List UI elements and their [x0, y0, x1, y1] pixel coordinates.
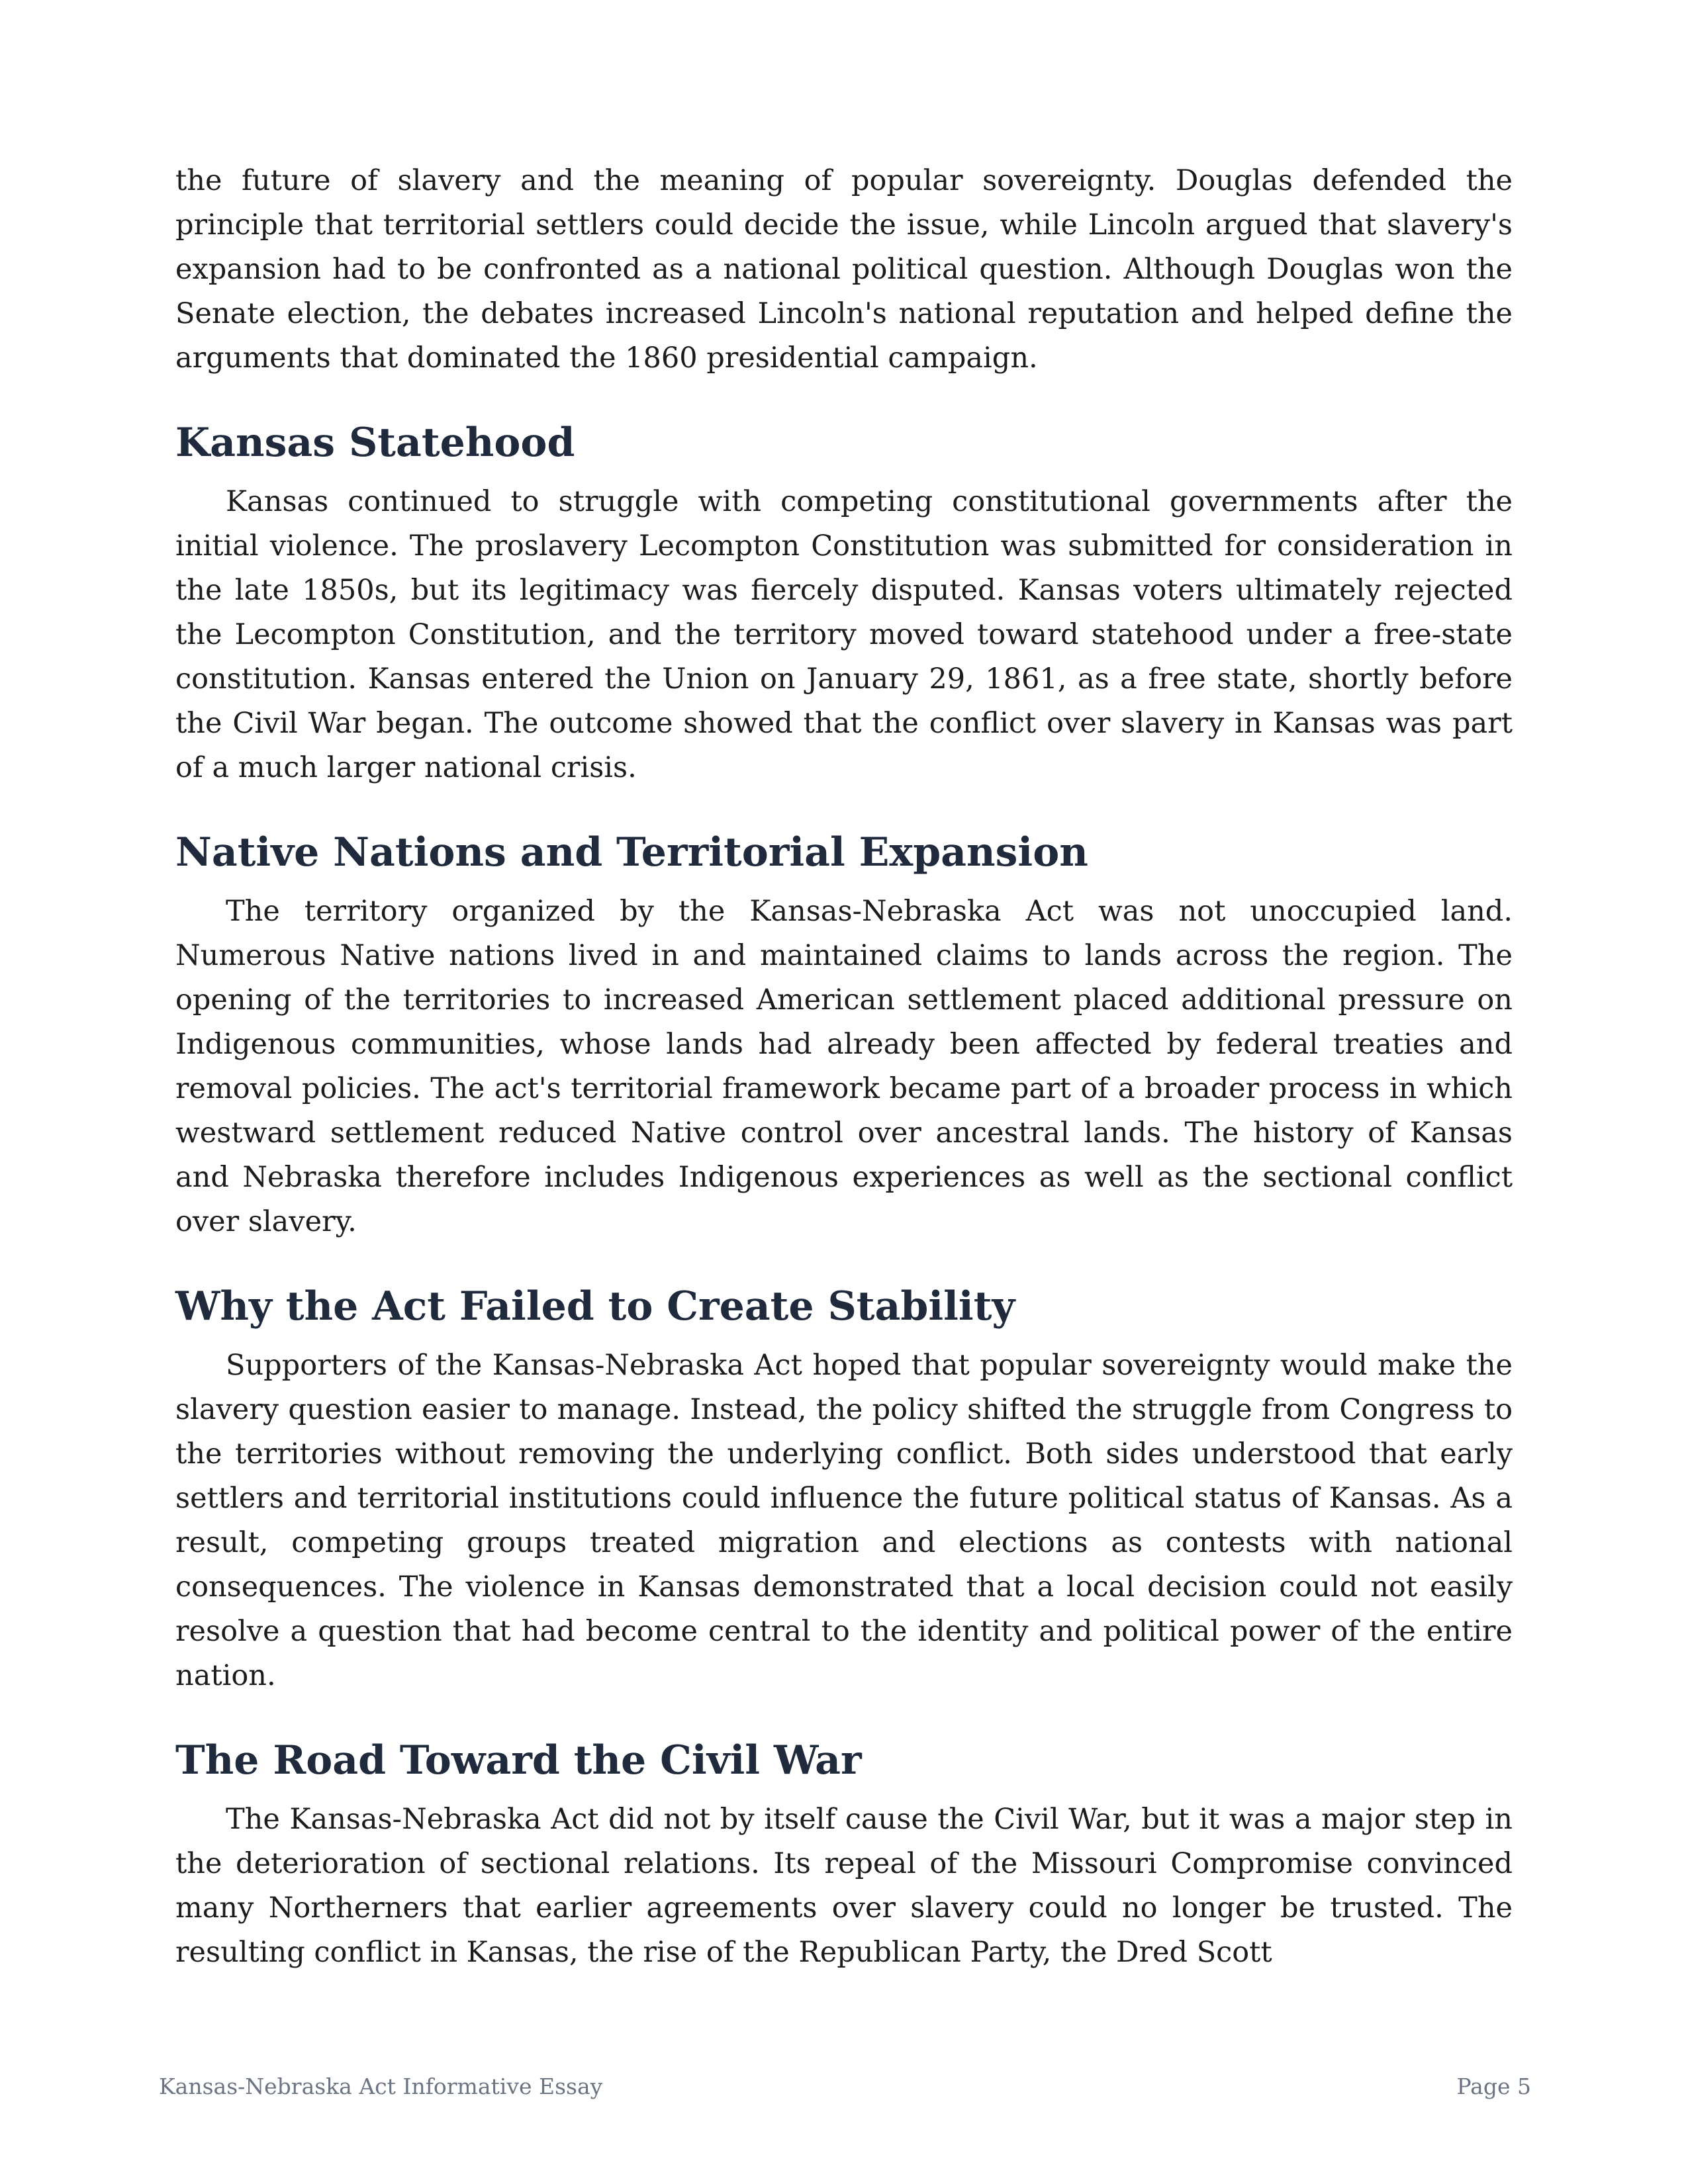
- section-heading: Kansas Statehood: [175, 420, 575, 466]
- section-heading: Native Nations and Territorial Expansion: [175, 829, 1088, 876]
- section-heading: Why the Act Failed to Create Stability: [175, 1283, 1015, 1330]
- document-body: [175, 159, 1513, 1975]
- paragraph: Kansas continued to struggle with competing constitutional governments after the initial violence. The proslavery Lecompton Constitution was submitted for consideration in the late 1850s, but its legitimacy was fiercely disputed. Kansas voters ultimately rejected the Lecompton Constitution, and the territory moved toward statehood under a free-state constitution. Kansas entered the Union on January 29, 1861, as a free state, shortly before the Civil War began. The outcome showed that the conflict over slavery in Kansas was part of a much larger national crisis.: [175, 485, 1513, 784]
- footer-document-title: Kansas-Nebraska Act Informative Essay: [159, 2073, 603, 2099]
- paragraph: The territory organized by the Kansas-Nebraska Act was not unoccupied land. Numerous Native nations lived in and maintained claims to lands across the region. The opening of the territories to increased American settlement placed additional pressure on Indigenous communities, whose lands had already been affected by federal treaties and removal policies. The act's territorial framework became part of a broader process in which westward settlement reduced Native control over ancestral lands. The history of Kansas and Nebraska therefore includes Indigenous experiences as well as the sectional conflict over slavery.: [175, 895, 1513, 1238]
- paragraph: The Kansas-Nebraska Act did not by itself cause the Civil War, but it was a major step in the deterioration of sectional relations. Its repeal of the Missouri Compromise convinced many Northerners that earlier agreements over slavery could no longer be trusted. The resulting conflict in Kansas, the rise of the Republican Party, the Dred Scott: [175, 1803, 1513, 1969]
- paragraph: Supporters of the Kansas-Nebraska Act hoped that popular sovereignty would make the slavery question easier to manage. Instead, the policy shifted the struggle from Congress to the territories without removing the underlying conflict. Both sides understood that early settlers and territorial institutions could influence the future political status of Kansas. As a result, competing groups treated migration and elections as contests with national consequences. The violence in Kansas demonstrated that a local decision could not easily resolve a question that had become central to the identity and political power of the entire nation.: [175, 1349, 1513, 1692]
- paragraph: the future of slavery and the meaning of popular sovereignty. Douglas defended the principle that territorial settlers could decide the issue, while Lincoln argued that slavery's expansion had to be confronted as a national political question. Although Douglas won the Senate election, the debates increased Lincoln's national reputation and helped define the arguments that dominated the 1860 presidential campaign.: [175, 164, 1513, 375]
- footer-page-number: Page 5: [1456, 2073, 1531, 2099]
- section-heading: The Road Toward the Civil War: [175, 1737, 862, 1784]
